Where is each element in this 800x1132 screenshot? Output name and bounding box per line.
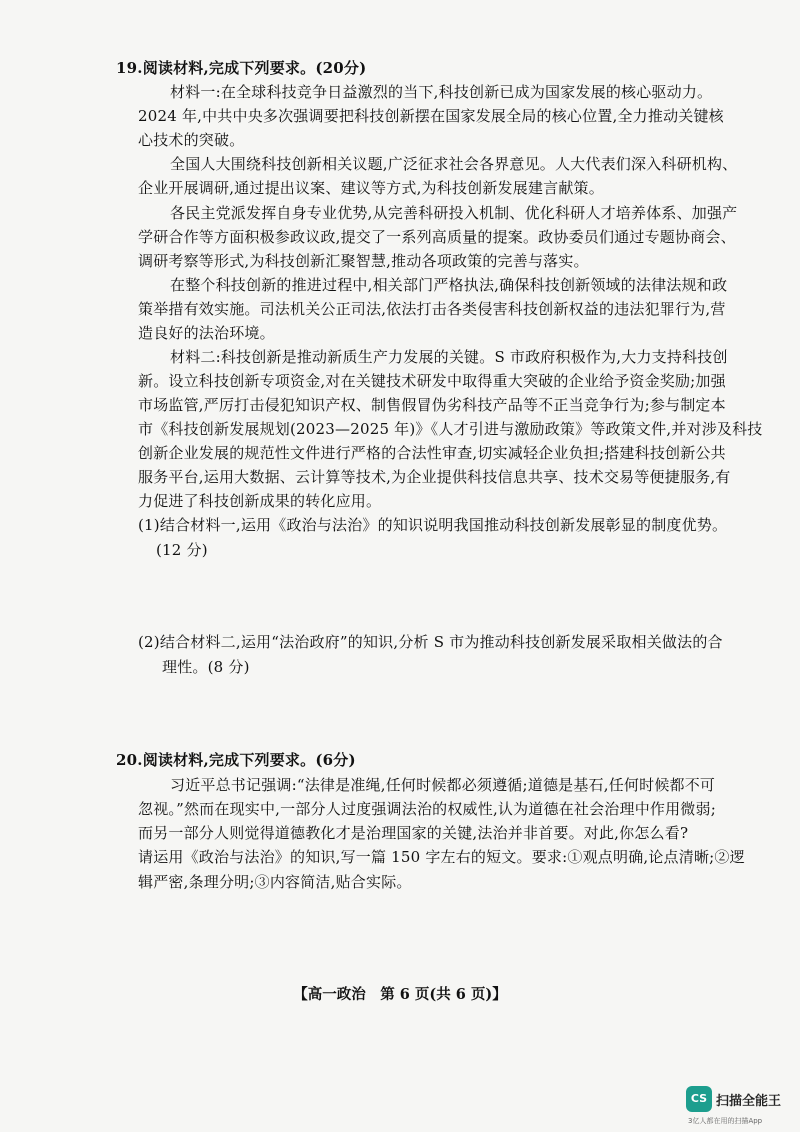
watermark-tagline: 3亿人都在用的扫描App (688, 1117, 763, 1125)
text-line: 材料一:在全球科技竞争日益激烈的当下,科技创新已成为国家发展的核心驱动力。 (170, 83, 713, 101)
text-line: 学研合作等方面积极参政议政,提交了一系列高质量的提案。政协委员们通过专题协商会、 (138, 228, 736, 246)
text-line: 市《科技创新发展规划(2023—2025 年)》《人才引进与激励政策》等政策文件,并对涉及科技 (138, 420, 763, 438)
text-line: 各民主党派发挥自身专业优势,从完善科研投入机制、优化科研人才培养体系、加强产 (170, 204, 738, 222)
text-line: 忽视。”然而在现实中,一部分人过度强调法治的权威性,认为道德在社会治理中作用微弱; (138, 800, 716, 818)
text-line: 心技术的突破。 (138, 131, 245, 149)
text-line: 造良好的法治环境。 (138, 324, 275, 342)
text-line: 力促进了科技创新成果的转化应用。 (138, 492, 382, 510)
text-line: 请运用《政治与法治》的知识,写一篇 150 字左右的短文。要求:①观点明确,论点清晰;②逻 (138, 848, 745, 866)
text-line: (2)结合材料二,运用“法治政府”的知识,分析 S 市为推动科技创新发展采取相关做法的合 (138, 633, 723, 651)
text-line: (12 分) (156, 541, 208, 559)
text-line: 调研考察等形式,为科技创新汇聚智慧,推动各项政策的完善与落实。 (138, 252, 589, 270)
text-line: 2024 年,中共中央多次强调要把科技创新摆在国家发展全局的核心位置,全力推动关键核 (138, 107, 724, 125)
text-line: 市场监管,严厉打击侵犯知识产权、制售假冒伪劣科技产品等不正当竞争行为;参与制定本 (138, 396, 726, 414)
text-line: 企业开展调研,通过提出议案、建议等方式,为科技创新发展建言献策。 (138, 179, 604, 197)
q19-title: 19.阅读材料,完成下列要求。(20分) (116, 59, 367, 77)
text-line: 材料二:科技创新是推动新质生产力发展的关键。S 市政府积极作为,大力支持科技创 (170, 348, 728, 366)
q20-title: 20.阅读材料,完成下列要求。(6分) (116, 751, 356, 769)
text-line: 创新企业发展的规范性文件进行严格的合法性审查,切实减轻企业负担;搭建科技创新公共 (138, 444, 726, 462)
text-line: 新。设立科技创新专项资金,对在关键技术研发中取得重大突破的企业给予资金奖励;加强 (138, 372, 726, 390)
scanner-watermark (666, 1082, 796, 1128)
text-line: (1)结合材料一,运用《政治与法治》的知识说明我国推动科技创新发展彰显的制度优势。 (138, 516, 728, 534)
text-line: 策举措有效实施。司法机关公正司法,依法打击各类侵害科技创新权益的违法犯罪行为,营 (138, 300, 726, 318)
text-line: 服务平台,运用大数据、云计算等技术,为企业提供科技信息共享、技术交易等便捷服务,有 (138, 468, 731, 486)
text-line: 辑严密,条理分明;③内容简洁,贴合实际。 (138, 873, 412, 891)
text-line: 全国人大围绕科技创新相关议题,广泛征求社会各界意见。人大代表们深入科研机构、 (170, 155, 738, 173)
page-footer: 【高一政治 第 6 页(共 6 页)】 (293, 986, 507, 1003)
watermark-app-name: 扫描全能王 (716, 1094, 782, 1109)
camscanner-logo-icon: CS (686, 1086, 712, 1112)
text-line: 理性。(8 分) (162, 658, 250, 676)
text-line: 而另一部分人则觉得道德教化才是治理国家的关键,法治并非首要。对此,你怎么看? (138, 824, 689, 842)
text-line: 习近平总书记强调:“法律是准绳,任何时候都必须遵循;道德是基石,任何时候都不可 (170, 776, 716, 794)
text-line: 在整个科技创新的推进过程中,相关部门严格执法,确保科技创新领域的法律法规和政 (170, 276, 728, 294)
